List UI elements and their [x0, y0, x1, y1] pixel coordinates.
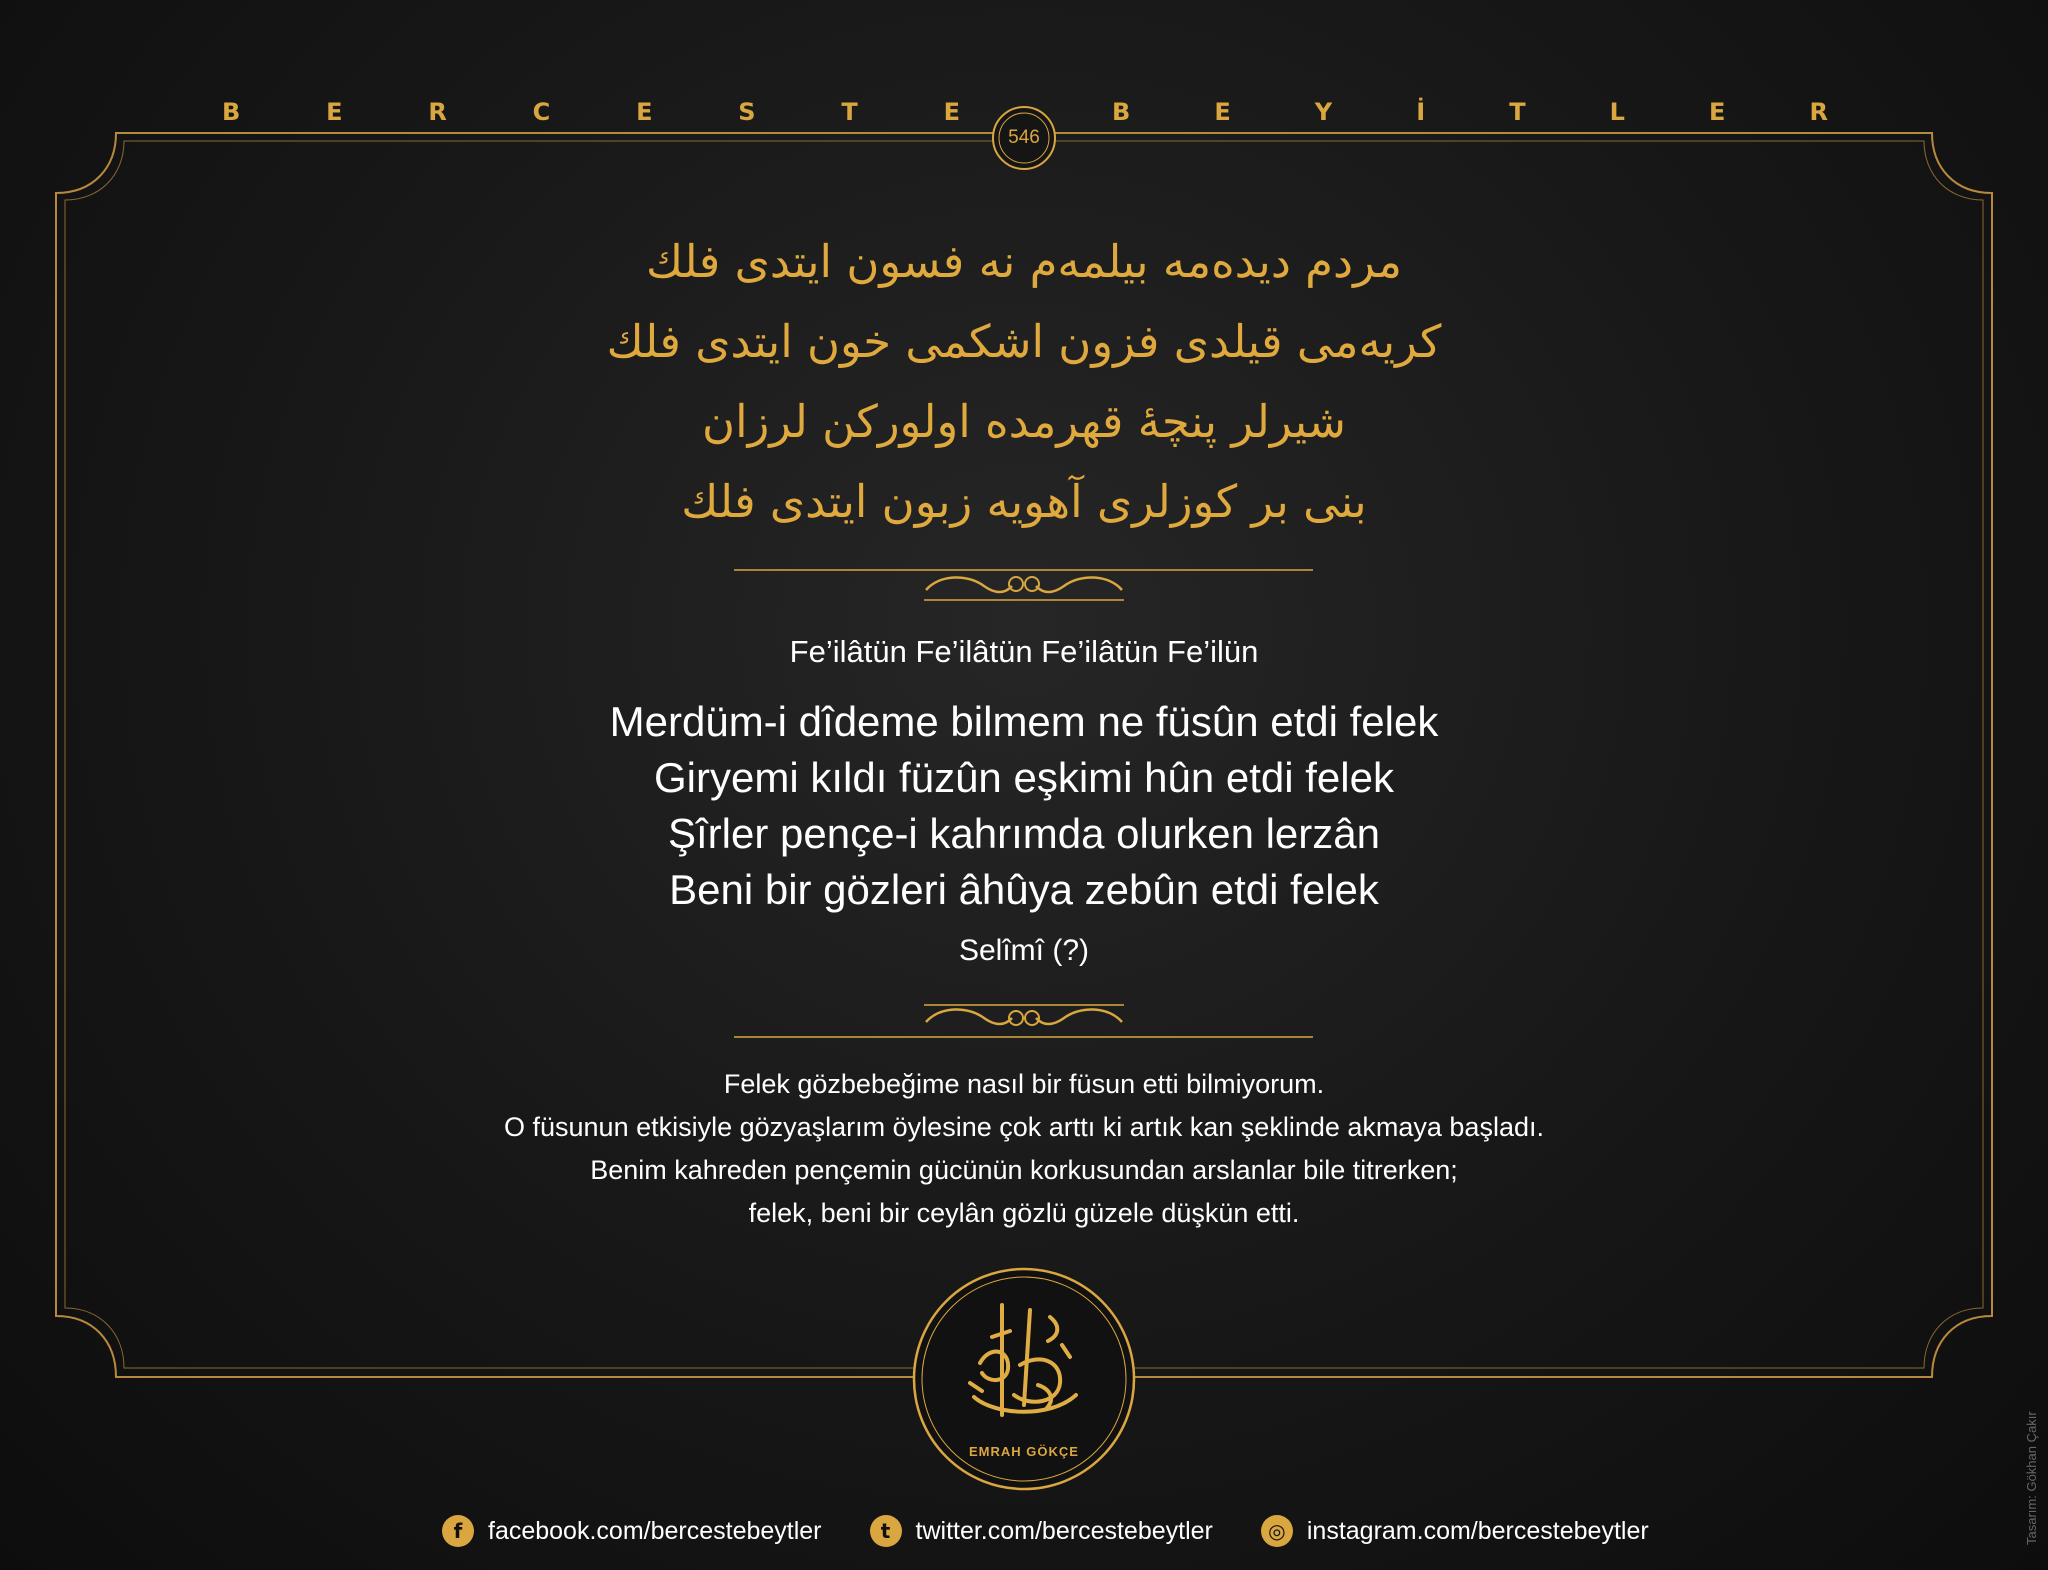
twitter-link[interactable] [870, 1515, 1213, 1547]
facebook-icon: f [442, 1515, 474, 1547]
header-letter: E [326, 98, 343, 126]
prose-line: felek, beni bir ceylân gözlü güzele düşkün etti. [748, 1198, 1300, 1228]
header-letter: E [1708, 98, 1726, 126]
designer-credit: Tasarım: Gökhan Çakır [2024, 1411, 2039, 1545]
poet-name: Selîmî (?) [958, 934, 1090, 967]
facebook-label: facebook.com/bercestebeytler [488, 1516, 822, 1545]
transliteration-verse [474, 694, 1574, 918]
header-letter: R [1809, 98, 1828, 126]
header-letter: B [1112, 98, 1131, 126]
prose-line: Benim kahreden pençemin gücünün korkusundan arslanlar bile titrerken; [590, 1155, 1458, 1185]
transliteration-line: Şîrler pençe-i kahrımda olurken lerzân [668, 810, 1380, 857]
header-letter: İ [1416, 98, 1426, 126]
transliteration-line: Merdüm-i dîdeme bilmem ne füsûn etdi felek [609, 698, 1439, 745]
ottoman-line: بنی بر کوزلری آهویه زبون ایتدی فلك [681, 475, 1367, 528]
twitter-icon: t [870, 1515, 902, 1547]
ottoman-line: شیرلر پنچهٔ قهرمده اولورکن لرزان [702, 395, 1346, 448]
header-letter: T [841, 98, 858, 126]
divider-ornament-bottom [734, 1005, 1313, 1037]
header-letter: E [943, 98, 960, 126]
header-letter: R [428, 98, 447, 126]
header-letter: C [532, 98, 551, 126]
header-letter: E [636, 98, 653, 126]
prose-line: O füsunun etkisiyle gözyaşlarım öylesine çok arttı ki artık kan şeklinde akmaya başladı. [504, 1112, 1544, 1142]
prose-translation [374, 1063, 1674, 1235]
ottoman-line: مردم دیده‌مه بیلمه‌م نه فسون ایتدی فلك [645, 235, 1403, 288]
header-letter: Y [1314, 98, 1333, 126]
prose-line: Felek gözbebeğime nasıl bir füsun etti bilmiyorum. [723, 1069, 1325, 1099]
twitter-label: twitter.com/bercestebeytler [915, 1516, 1213, 1545]
social-links [442, 1512, 1697, 1550]
transliteration-line: Giryemi kıldı füzûn eşkimi hûn etdi felek [654, 754, 1394, 801]
header-letter: E [1214, 98, 1231, 126]
logo-name: EMRAH GÖKÇE [969, 1444, 1079, 1459]
header-letter: T [1509, 98, 1526, 126]
instagram-link[interactable] [1261, 1515, 1649, 1547]
facebook-link[interactable] [442, 1515, 822, 1547]
header-letter: L [1609, 98, 1625, 126]
header-title-right [1112, 94, 1828, 130]
page-number: 546 [1008, 127, 1040, 148]
meter-text: Fe’ilâtün Fe’ilâtün Fe’ilâtün Fe’ilün [789, 634, 1259, 669]
header-letter: S [738, 98, 756, 126]
header-letter: B [222, 98, 241, 126]
header-title-left [222, 94, 960, 130]
divider-ornament-top [734, 570, 1313, 600]
ottoman-verse [524, 222, 1524, 542]
ottoman-line: کریه‌می قیلدی فزون اشکمی خون ایتدی فلك [606, 315, 1442, 368]
instagram-label: instagram.com/bercestebeytler [1306, 1516, 1649, 1545]
transliteration-line: Beni bir gözleri âhûya zebûn etdi felek [669, 866, 1379, 913]
instagram-icon: ◎ [1261, 1515, 1293, 1547]
